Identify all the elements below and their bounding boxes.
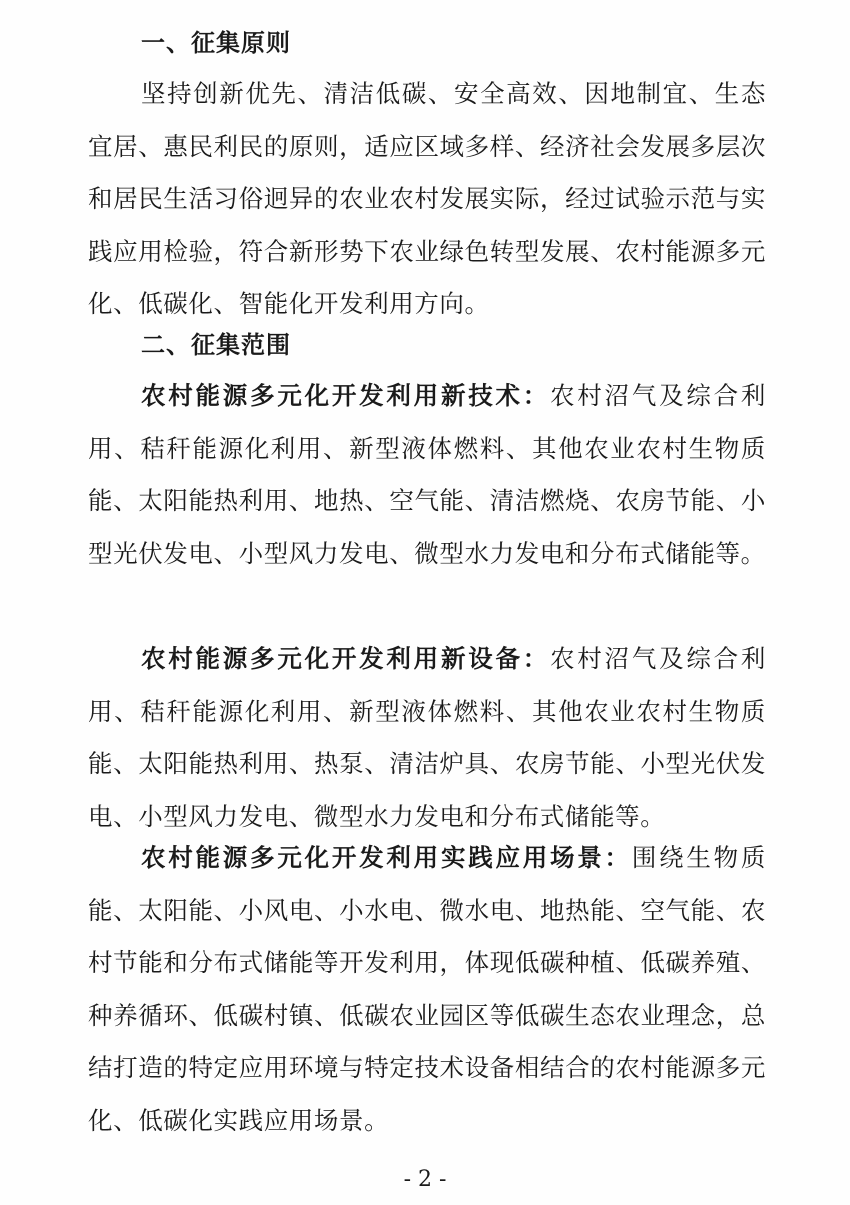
scope-item-text: 农村沼气及综合利用、秸秆能源化利用、新型液体燃料、其他农业农村生物质能、太阳能热利用、地热、空气能、清洁燃烧、农房节能、小型光伏发电、小型风力发电、微型水力发电和分布式储能等。	[88, 381, 766, 568]
scope-item-new-equipment	[88, 633, 766, 843]
scope-item-title: 农村能源多元化开发利用新设备：	[141, 644, 551, 673]
scope-item-title: 农村能源多元化开发利用新技术：	[141, 381, 551, 410]
scope-item-application-scenarios	[88, 832, 766, 1148]
scope-item-text: 围绕生物质能、太阳能、小风电、小水电、微水电、地热能、空气能、农村节能和分布式储能等开发利用，体现低碳种植、低碳养殖、种养循环、低碳村镇、低碳农业园区等低碳生态农业理念，总结打造的特定应用环境与特定技术设备相结合的农村能源多元化、低碳化实践应用场景。	[88, 843, 766, 1135]
scope-item-new-technology	[88, 370, 766, 580]
section-heading-scope: 二、征集范围	[141, 331, 291, 359]
section-heading-principles: 一、征集原则	[141, 29, 291, 57]
scope-item-title: 农村能源多元化开发利用实践应用场景：	[141, 843, 632, 872]
scope-item-text: 农村沼气及综合利用、秸秆能源化利用、新型液体燃料、其他农业农村生物质能、太阳能热利用、热泵、清洁炉具、农房节能、小型光伏发电、小型风力发电、微型水力发电和分布式储能等。	[88, 644, 766, 831]
principles-paragraph: 坚持创新优先、清洁低碳、安全高效、因地制宜、生态宜居、惠民利民的原则，适应区域多样、经济社会发展多层次和居民生活习俗迥异的农业农村发展实际，经过试验示范与实践应用检验，符合新形势下农业绿色转型发展、农村能源多元化、低碳化、智能化开发利用方向。	[88, 79, 766, 319]
page-number: - 2 -	[403, 1167, 447, 1192]
